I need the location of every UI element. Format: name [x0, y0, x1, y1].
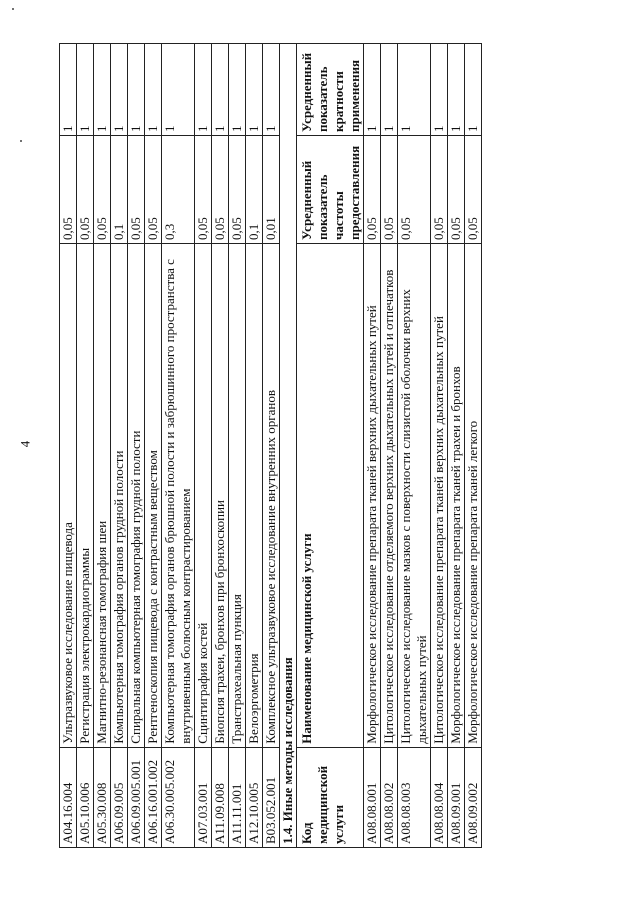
name-cell: Морфологическое исследование препарата тканей трахеи и бронхов [448, 243, 465, 747]
table-row [381, 44, 398, 848]
table-row [111, 44, 128, 848]
name-cell: Компьютерная томография органов брюшной полости и забрюшинного пространства с внутривенным болюсным контрастированием [162, 243, 195, 747]
multiplicity-cell: 1 [111, 44, 128, 136]
multiplicity-cell: 1 [246, 44, 263, 136]
section-row [280, 44, 297, 848]
rotated-document [59, 43, 589, 848]
code-cell: A11.09.008 [212, 747, 229, 847]
code-cell: B03.052.001 [263, 747, 280, 847]
header-frequency: Усредненный показатель частоты предоставления [297, 136, 364, 244]
table-row [246, 44, 263, 848]
scan-speck [20, 140, 22, 142]
frequency-cell: 0,05 [128, 136, 145, 244]
name-cell: Цитологическое исследование мазков с поверхности слизистой оболочки верхних дыхательных путей [398, 243, 431, 747]
multiplicity-cell: 1 [195, 44, 212, 136]
name-cell: Регистрация электрокардиограммы [77, 243, 94, 747]
scan-speck [12, 8, 14, 10]
table-row [128, 44, 145, 848]
multiplicity-cell: 1 [448, 44, 465, 136]
frequency-cell: 0,05 [229, 136, 246, 244]
header-code: Код медицинской услуги [297, 747, 364, 847]
code-cell: A08.09.002 [465, 747, 482, 847]
table-row [398, 44, 431, 848]
multiplicity-cell: 1 [77, 44, 94, 136]
frequency-cell: 0,05 [195, 136, 212, 244]
section-title: 1.4. Иные методы исследования [280, 44, 297, 848]
multiplicity-cell: 1 [465, 44, 482, 136]
multiplicity-cell: 1 [229, 44, 246, 136]
table-part-1 [60, 44, 280, 848]
header-multiplicity: Усредненный показатель кратности применения [297, 44, 364, 136]
name-cell: Цитологическое исследование отделяемого верхних дыхательных путей и отпечатков [381, 243, 398, 747]
frequency-cell: 0,3 [162, 136, 195, 244]
table-row [465, 44, 482, 848]
table-row [195, 44, 212, 848]
code-cell: A07.03.001 [195, 747, 212, 847]
code-cell: A06.09.005 [111, 747, 128, 847]
frequency-cell: 0,05 [60, 136, 77, 244]
multiplicity-cell: 1 [381, 44, 398, 136]
name-cell: Морфологическое исследование препарата тканей верхних дыхательных путей [364, 243, 381, 747]
frequency-cell: 0,1 [111, 136, 128, 244]
code-cell: A06.16.001.002 [145, 747, 162, 847]
multiplicity-cell: 1 [94, 44, 111, 136]
table-row [94, 44, 111, 848]
name-cell: Ультразвуковое исследование пищевода [60, 243, 77, 747]
name-cell: Морфологическое исследование препарата тканей легкого [465, 243, 482, 747]
table-row [77, 44, 94, 848]
frequency-cell: 0,1 [246, 136, 263, 244]
multiplicity-cell: 1 [398, 44, 431, 136]
frequency-cell: 0,05 [381, 136, 398, 244]
table-row [162, 44, 195, 848]
header-name: Наименование медицинской услуги [297, 243, 364, 747]
name-cell: Транстрахеальная пункция [229, 243, 246, 747]
name-cell: Велоэргометрия [246, 243, 263, 747]
code-cell: A08.08.002 [381, 747, 398, 847]
table-part-2 [364, 44, 482, 848]
frequency-cell: 0,05 [77, 136, 94, 244]
name-cell: Спиральная компьютерная томография грудной полости [128, 243, 145, 747]
services-table [59, 43, 482, 848]
section-block [280, 44, 364, 848]
frequency-cell: 0,05 [465, 136, 482, 244]
multiplicity-cell: 1 [212, 44, 229, 136]
table-row [448, 44, 465, 848]
multiplicity-cell: 1 [145, 44, 162, 136]
multiplicity-cell: 1 [364, 44, 381, 136]
multiplicity-cell: 1 [431, 44, 448, 136]
code-cell: A08.08.004 [431, 747, 448, 847]
frequency-cell: 0,05 [364, 136, 381, 244]
frequency-cell: 0,05 [212, 136, 229, 244]
table-row [431, 44, 448, 848]
code-cell: A11.11.001 [229, 747, 246, 847]
multiplicity-cell: 1 [60, 44, 77, 136]
frequency-cell: 0,05 [94, 136, 111, 244]
code-cell: A06.30.005.002 [162, 747, 195, 847]
page-number: 4 [17, 440, 33, 448]
code-cell: A04.16.004 [60, 747, 77, 847]
code-cell: A08.08.003 [398, 747, 431, 847]
multiplicity-cell: 1 [128, 44, 145, 136]
header-row [297, 44, 364, 848]
frequency-cell: 0,05 [448, 136, 465, 244]
table-row [364, 44, 381, 848]
code-cell: A05.10.006 [77, 747, 94, 847]
table-row [229, 44, 246, 848]
code-cell: A06.09.005.001 [128, 747, 145, 847]
name-cell: Комплексное ультразвуковое исследование внутренних органов [263, 243, 280, 747]
table-row [263, 44, 280, 848]
name-cell: Рентгеноскопия пищевода с контрастным веществом [145, 243, 162, 747]
name-cell: Компьютерная томография органов грудной полости [111, 243, 128, 747]
table-row [60, 44, 77, 848]
multiplicity-cell: 1 [263, 44, 280, 136]
code-cell: A08.08.001 [364, 747, 381, 847]
code-cell: A08.09.001 [448, 747, 465, 847]
name-cell: Биопсия трахеи, бронхов при бронхоскопии [212, 243, 229, 747]
frequency-cell: 0,05 [145, 136, 162, 244]
frequency-cell: 0,01 [263, 136, 280, 244]
table-row [145, 44, 162, 848]
frequency-cell: 0,05 [398, 136, 431, 244]
multiplicity-cell: 1 [162, 44, 195, 136]
name-cell: Сцинтиграфия костей [195, 243, 212, 747]
name-cell: Магнитно-резонансная томография шеи [94, 243, 111, 747]
code-cell: A05.30.008 [94, 747, 111, 847]
frequency-cell: 0,05 [431, 136, 448, 244]
table-row [212, 44, 229, 848]
code-cell: A12.10.005 [246, 747, 263, 847]
name-cell: Цитологическое исследование препарата тканей верхних дыхательных путей [431, 243, 448, 747]
